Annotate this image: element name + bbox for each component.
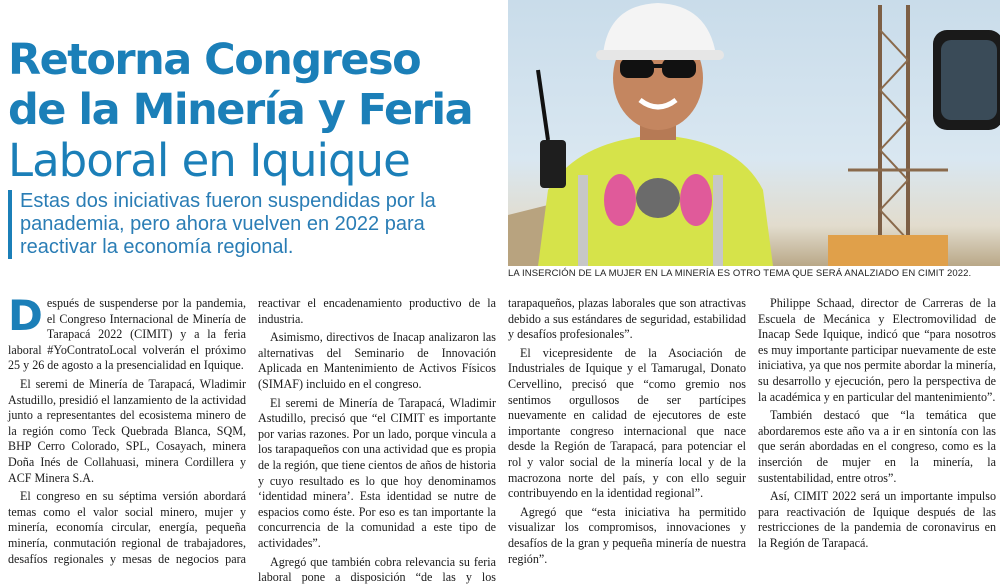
woman-miner-photo-illustration	[508, 0, 1000, 266]
article-paragraph: Así, CIMIT 2022 será un importante impulso para reactivación de Iquique después de las restricciones de la pandemia de coronavirus en la Región de Tarapacá.	[758, 489, 996, 550]
article-paragraph-1	[8, 291, 246, 374]
headline-line-1: Retorna Congreso	[8, 35, 421, 86]
article-body	[8, 291, 996, 585]
photo-caption: LA INSERCIÓN DE LA MUJER EN LA MINERÍA ES OTRO TEMA QUE SERÁ ANALZIADO EN CIMIT 2022.	[508, 268, 972, 279]
article-paragraph: Asimismo, directivos de Inacap analizaron las alternativas del Seminario de Innovación Aplicada en Mantenimiento de Activos Físicos (SIMAF) incluido en el congreso.	[258, 330, 496, 391]
article-paragraph: El congreso en su séptima versión abordará temas como el valor social minero, mujer y minería, economía circular, energía, pequeña minería, conmutación regional de trabajadores, desafíos regionales y mesas de negocios para reactivar el encadenamiento productivo de la industria.	[8, 296, 496, 566]
article-photo	[508, 0, 1000, 266]
headline	[8, 35, 488, 187]
article-paragraph-1-text: espués de suspenderse por la pandemia, el Congreso Internacional de Minería de Tarapacá 2022 (CIMIT) y a la feria laboral #YoContratoLocal volverán el próximo 25 y 26 de agosto a la presencialidad en Iquique.	[8, 296, 246, 373]
headline-line-2: de la Minería y Feria	[8, 85, 473, 136]
article-paragraph: El seremi de Minería de Tarapacá, Wladimir Astudillo, presidió el lanzamiento de la actividad junto a representantes del ecosistema minero de la región como Teck Quebrada Blanca, SQM, BHP Cerro Colorado, SPL, Cosayach, minera Doña Inés de Collahuasi, minera Cordillera y ACF Minera S.A.	[8, 376, 246, 485]
article-deck: Estas dos iniciativas fueron suspendidas por la panademia, pero ahora vuelven en 2022 para reactivar la economía regional.	[8, 190, 490, 259]
article-paragraph: Agregó que también cobra relevancia su feria laboral pone a disposición “de las y los tarapaqueños, plazas laborales que son atractivas debido a sus estándares de seguridad, estabilidad y desafíos profesionales”.	[258, 296, 746, 585]
article-paragraph: Philippe Schaad, director de Carreras de la Escuela de Mecánica y Electromovilidad de Inacap Sede Iquique, indicó que “para nosotros es muy importante participar nuevamente de este iniciativa, ya que nos permite abordar la minería, su desarrollo y ejecución, pero la perspectiva de la académica y en particular del mantenimiento”.	[758, 296, 996, 404]
article-paragraph: Agregó que “esta iniciativa ha permitido visualizar los compromisos, innovaciones y desafíos de la gran y pequeña minería de nuestra región”.	[508, 504, 746, 566]
drop-cap: D	[8, 291, 43, 340]
article-paragraph: También destacó que “la temática que abordaremos este año va a ir en sintonía con las que serán abordadas en el congreso, como es la inserción de mujer en la minería, la sustentabilidad, entre otros”.	[758, 408, 996, 485]
article-paragraph: El seremi de Minería de Tarapacá, Wladimir Astudillo, precisó que “el CIMIT es importante por varias razones. Por un lado, porque vincula a los tarapaqueños con una actividad que es propia de la región, que tiene cientos de años de historia y cuyo resultado es lo que hoy denominamos ‘identidad minera’. Esta identidad se nutre de espacios como éste. Por eso es tan importante la concurrencia de la comunidad a este tipo de actividades”.	[258, 395, 496, 550]
headline-line-3: Laboral en Iquique	[8, 134, 410, 188]
article-paragraph: El vicepresidente de la Asociación de Industriales de Iquique y el Tamarugal, Donato Cervellino, precisó que “como gremio nos sentimos orgullosos de ser partícipes nuevamente en calidad de ejecutores de este importante congreso internacional que nace desde la Región de Tarapacá, para potenciar el rol y valor social de la minería local y de la macrozona norte del país, y con ello seguir contribuyendo en la identidad regional”.	[508, 345, 746, 501]
